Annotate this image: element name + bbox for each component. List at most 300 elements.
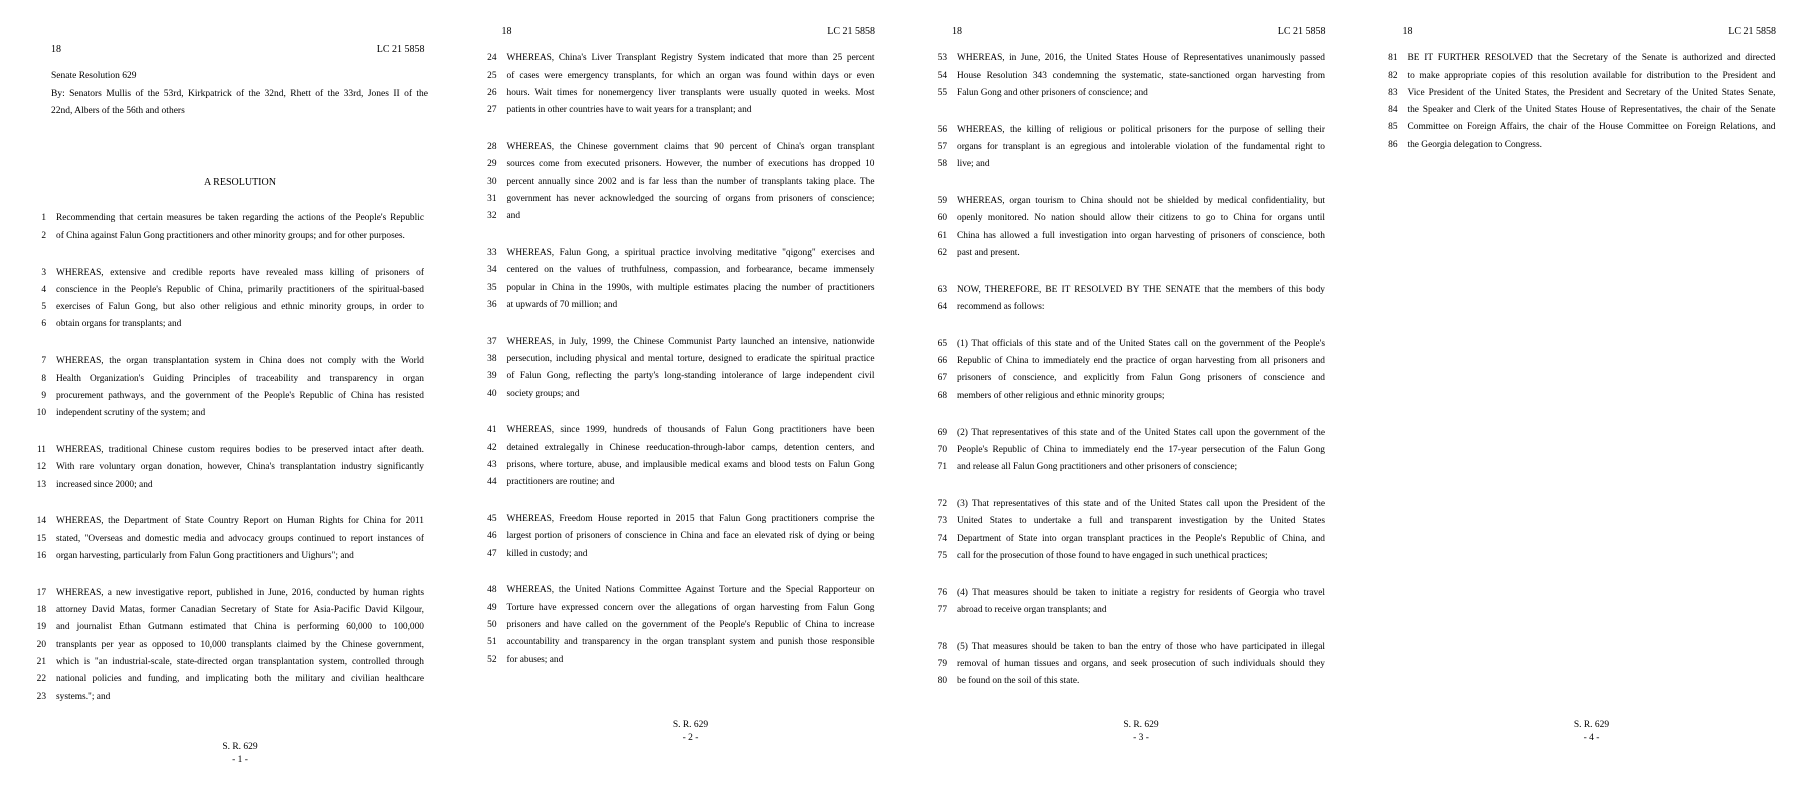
line-number: 44 xyxy=(487,477,497,488)
page-footer xyxy=(957,719,1325,745)
line-text: People's Republic of China to immediately end the 17-year persecution of the Falun Gong xyxy=(957,444,1325,455)
line-text: Health Organization's Guiding Principles of traceability and transparency in organ xyxy=(56,373,424,384)
paragraph xyxy=(901,282,1352,317)
line-number: 48 xyxy=(487,585,497,596)
line-number: 76 xyxy=(937,587,947,598)
line-text: stated, "Overseas and domestic media and advocacy groups continued to report instances of xyxy=(56,533,424,544)
line-number: 19 xyxy=(36,622,46,633)
line-number: 54 xyxy=(937,70,947,81)
paragraph xyxy=(0,585,451,706)
line-text: prisoners of conscience, and explicitly from Falun Gong prisoners of conscience and xyxy=(957,373,1325,384)
page-body xyxy=(1352,50,1802,154)
line-text: sources come from executed prisoners. However, the number of executions has dropped 10 xyxy=(506,159,875,170)
line-text: for abuses; and xyxy=(506,654,564,665)
document-line xyxy=(0,371,451,388)
header-document-number: 18 xyxy=(51,44,61,55)
line-text: WHEREAS, Freedom House reported in 2015 that Falun Gong practitioners comprise the xyxy=(506,514,875,525)
document-line xyxy=(901,122,1352,139)
header-document-number: 18 xyxy=(1402,26,1413,37)
line-text: systems."; and xyxy=(56,691,111,702)
line-text: WHEREAS, extensive and credible reports have revealed mass killing of prisoners of xyxy=(56,267,424,278)
line-number: 69 xyxy=(937,427,947,438)
document-line xyxy=(901,245,1352,262)
document-line xyxy=(1352,85,1802,102)
line-text: WHEREAS, in July, 1999, the Chinese Communist Party launched an intensive, nationwide xyxy=(506,336,875,347)
line-text: killed in custody; and xyxy=(506,548,588,559)
line-number: 25 xyxy=(487,70,497,81)
header-lc-code: LC 21 5858 xyxy=(1728,26,1776,37)
line-text: abroad to receive organ transplants; and xyxy=(957,604,1107,615)
document-line xyxy=(901,299,1352,316)
document-line xyxy=(901,336,1352,353)
footer-page-number: - 3 - xyxy=(1133,733,1149,743)
line-text: procurement pathways, and the government of the People's Republic of China has resisted xyxy=(56,390,424,401)
line-number: 49 xyxy=(487,602,497,613)
line-number: 43 xyxy=(487,459,497,470)
document-line xyxy=(451,582,902,599)
line-text: openly monitored. No nation should allow their citizens to go to China for organs until xyxy=(957,213,1325,224)
line-number: 15 xyxy=(36,533,46,544)
page-footer xyxy=(1408,719,1776,745)
line-number: 67 xyxy=(937,373,947,384)
line-text: to make appropriate copies of this resolution available for distribution to the President and xyxy=(1407,70,1776,81)
document-line xyxy=(0,299,451,316)
line-number: 3 xyxy=(41,267,46,278)
paragraph xyxy=(1352,50,1802,154)
document-line xyxy=(901,388,1352,405)
page-header xyxy=(1403,23,1777,40)
document-line xyxy=(451,457,902,474)
line-text: BE IT FURTHER RESOLVED that the Secretary of the Senate is authorized and directed xyxy=(1407,53,1776,64)
line-number: 37 xyxy=(487,336,497,347)
document-line xyxy=(0,228,451,245)
line-number: 82 xyxy=(1388,70,1398,81)
line-text: obtain organs for transplants; and xyxy=(56,319,182,330)
line-number: 5 xyxy=(41,302,46,313)
line-number: 35 xyxy=(487,282,497,293)
document-line xyxy=(451,174,902,191)
paragraph xyxy=(901,585,1352,620)
document-line xyxy=(0,531,451,548)
line-text: WHEREAS, since 1999, hundreds of thousands of Falun Gong practitioners have been xyxy=(506,425,875,436)
header-document-number: 18 xyxy=(952,26,962,37)
document-line xyxy=(0,513,451,530)
line-text: of China against Falun Gong practitioners and other minority groups; and for other purposes. xyxy=(56,230,405,241)
line-text: prisoners and have called on the government of the People's Republic of China to increase xyxy=(506,620,875,631)
document-line xyxy=(0,442,451,459)
page-body xyxy=(0,210,451,705)
line-text: Vice President of the United States, the President and Secretary of the United States Senate, xyxy=(1407,87,1776,98)
preamble-line: Senate Resolution 629 xyxy=(51,71,137,82)
paragraph xyxy=(901,425,1352,477)
document-line xyxy=(1352,102,1802,119)
line-text: WHEREAS, in June, 2016, the United States House of Representatives unanimously passed xyxy=(957,53,1325,64)
preamble xyxy=(51,68,428,120)
document-line xyxy=(901,370,1352,387)
document-line xyxy=(451,386,902,403)
line-text: prisons, where torture, abuse, and implausible medical exams and blood tests on Falun Gong xyxy=(506,459,875,470)
line-text: WHEREAS, the organ transplantation system in China does not comply with the World xyxy=(56,356,424,367)
line-number: 30 xyxy=(487,176,497,187)
header-lc-code: LC 21 5858 xyxy=(827,26,875,37)
document-line xyxy=(451,351,902,368)
line-text: exercises of Falun Gong, but also other religious and ethnic minority groups, in order to xyxy=(56,302,424,313)
document-line xyxy=(0,353,451,370)
document-line xyxy=(451,280,902,297)
paragraph xyxy=(451,422,902,491)
line-number: 57 xyxy=(937,141,947,152)
resolution-title: A RESOLUTION xyxy=(204,177,276,189)
line-text: (3) That representatives of this state and of the United States call upon the President of the xyxy=(957,498,1325,509)
line-number: 7 xyxy=(41,356,46,367)
page-2 xyxy=(451,0,902,800)
line-text: of Falun Gong, reflecting the party's long-standing intolerance of large independent civil xyxy=(506,371,875,382)
document-line xyxy=(451,546,902,563)
line-number: 47 xyxy=(487,548,497,559)
document-line xyxy=(451,422,902,439)
footer-document-label: S. R. 629 xyxy=(1573,720,1610,730)
page-header xyxy=(502,23,876,40)
line-number: 86 xyxy=(1388,139,1398,150)
line-number: 14 xyxy=(36,516,46,527)
line-text: members of other religious and ethnic minority groups; xyxy=(957,390,1165,401)
line-number: 31 xyxy=(487,193,497,204)
line-text: at upwards of 70 million; and xyxy=(506,299,618,310)
line-text: and xyxy=(506,211,521,222)
paragraph xyxy=(901,50,1352,102)
document-line xyxy=(451,297,902,314)
document-line xyxy=(901,210,1352,227)
line-text: be found on the soil of this state. xyxy=(957,676,1080,687)
document-line xyxy=(901,639,1352,656)
line-number: 70 xyxy=(937,444,947,455)
footer-page-number: - 1 - xyxy=(232,755,248,765)
line-text: organs for transplant is an egregious and intolerable violation of the fundamental right to xyxy=(957,141,1325,152)
line-text: call for the prosecution of those found to have engaged in such unethical practices; xyxy=(957,550,1268,561)
line-number: 85 xyxy=(1388,122,1398,133)
line-text: government has never acknowledged the sourcing of organs from prisoners of conscience; xyxy=(506,193,875,204)
document-line xyxy=(0,619,451,636)
line-number: 81 xyxy=(1388,53,1398,64)
line-number: 60 xyxy=(937,213,947,224)
line-number: 13 xyxy=(36,479,46,490)
line-text: WHEREAS, the killing of religious or political prisoners for the purpose of selling their xyxy=(957,124,1325,135)
line-number: 17 xyxy=(36,587,46,598)
line-number: 11 xyxy=(36,444,46,455)
paragraph xyxy=(0,353,451,422)
header-lc-code: LC 21 5858 xyxy=(376,44,425,55)
document-line xyxy=(451,102,902,119)
line-text: WHEREAS, the Chinese government claims that 90 percent of China's organ transplant xyxy=(506,141,875,152)
document-line xyxy=(451,652,902,669)
document-line xyxy=(0,405,451,422)
line-number: 32 xyxy=(487,211,497,222)
line-number: 58 xyxy=(937,159,947,170)
line-number: 4 xyxy=(41,284,46,295)
document-line xyxy=(901,496,1352,513)
document-line xyxy=(901,85,1352,102)
line-text: (5) That measures should be taken to ban the entry of those who have participated in illegal xyxy=(957,641,1325,652)
paragraph xyxy=(901,122,1352,174)
paragraph xyxy=(451,334,902,403)
line-number: 73 xyxy=(937,516,947,527)
page-body xyxy=(451,50,902,669)
header-document-number: 18 xyxy=(501,26,512,37)
document-line xyxy=(0,459,451,476)
document-line xyxy=(1352,68,1802,85)
line-text: WHEREAS, traditional Chinese custom requires bodies to be preserved intact after death. xyxy=(56,444,424,455)
line-text: With rare voluntary organ donation, however, China's transplantation industry significantly xyxy=(56,462,424,473)
line-number: 65 xyxy=(937,338,947,349)
line-number: 20 xyxy=(36,639,46,650)
line-text: Falun Gong and other prisoners of conscience; and xyxy=(957,87,1148,98)
line-text: and release all Falun Gong practitioners and other prisoners of conscience; xyxy=(957,462,1238,473)
line-number: 18 xyxy=(36,605,46,616)
line-text: WHEREAS, organ tourism to China should not be shielded by medical confidentiality, but xyxy=(957,196,1325,207)
line-number: 40 xyxy=(487,388,497,399)
line-text: China has allowed a full investigation into organ harvesting of prisoners of conscience, both xyxy=(957,230,1325,241)
line-text: NOW, THEREFORE, BE IT RESOLVED BY THE SENATE that the members of this body xyxy=(957,284,1325,295)
line-number: 6 xyxy=(41,319,46,330)
document-line xyxy=(451,474,902,491)
page-3 xyxy=(901,0,1352,800)
document-line xyxy=(901,656,1352,673)
line-number: 62 xyxy=(937,247,947,258)
line-text: accountability and transparency in the organ transplant system and punish those responsible xyxy=(506,637,875,648)
line-number: 66 xyxy=(937,356,947,367)
line-text: and journalist Ethan Gutmann estimated that China is performing 60,000 to 100,000 xyxy=(56,622,424,633)
line-text: House Resolution 343 condemning the systematic, state-sanctioned organ harvesting from xyxy=(957,70,1325,81)
page-1 xyxy=(0,0,451,800)
line-text: independent scrutiny of the system; and xyxy=(56,408,206,419)
document-line xyxy=(901,442,1352,459)
page-header xyxy=(51,41,425,58)
line-text: WHEREAS, Falun Gong, a spiritual practice involving meditative "qigong" exercises and xyxy=(506,247,875,258)
line-number: 39 xyxy=(487,371,497,382)
line-number: 59 xyxy=(937,196,947,207)
document-line xyxy=(901,282,1352,299)
line-number: 79 xyxy=(937,659,947,670)
document-line xyxy=(0,210,451,227)
line-text: of cases were emergency transplants, for which an organ was found within days or even xyxy=(506,70,875,81)
line-text: centered on the values of truthfulness, compassion, and forbearance, became immensely xyxy=(506,265,875,276)
line-number: 45 xyxy=(487,514,497,525)
document-line xyxy=(1352,137,1802,154)
line-number: 72 xyxy=(937,498,947,509)
paragraph xyxy=(451,582,902,668)
paragraph xyxy=(451,245,902,314)
line-number: 29 xyxy=(487,159,497,170)
line-number: 74 xyxy=(937,533,947,544)
line-text: practitioners are routine; and xyxy=(506,477,615,488)
document-line xyxy=(0,637,451,654)
document-line xyxy=(901,139,1352,156)
line-text: WHEREAS, China's Liver Transplant Registry System indicated that more than 25 percent xyxy=(506,53,875,64)
document-line xyxy=(0,316,451,333)
line-text: Committee on Foreign Affairs, the chair of the House Committee on Foreign Relations, and xyxy=(1407,122,1776,133)
line-number: 42 xyxy=(487,442,497,453)
line-number: 33 xyxy=(487,247,497,258)
line-number: 68 xyxy=(937,390,947,401)
paragraph xyxy=(0,513,451,565)
line-number: 8 xyxy=(41,373,46,384)
line-number: 84 xyxy=(1388,105,1398,116)
paragraph xyxy=(901,639,1352,691)
line-number: 22 xyxy=(36,674,46,685)
line-text: Recommending that certain measures be taken regarding the actions of the People's Republic xyxy=(56,213,424,224)
document-line xyxy=(451,191,902,208)
line-number: 78 xyxy=(937,641,947,652)
document-line xyxy=(901,548,1352,565)
paragraph xyxy=(901,193,1352,262)
footer-document-label: S. R. 629 xyxy=(672,720,709,730)
document-line xyxy=(901,228,1352,245)
line-text: Department of State into organ transplant practices in the People's Republic of China, and xyxy=(957,533,1325,544)
page-body xyxy=(901,50,1352,690)
paragraph xyxy=(901,336,1352,405)
line-number: 71 xyxy=(937,462,947,473)
document-line xyxy=(0,477,451,494)
footer-document-label: S. R. 629 xyxy=(1123,720,1159,730)
line-number: 26 xyxy=(487,87,497,98)
line-number: 27 xyxy=(487,105,497,116)
line-text: WHEREAS, a new investigative report, published in June, 2016, conducted by human rights xyxy=(56,587,424,598)
line-text: WHEREAS, the Department of State Country Report on Human Rights for China for 2011 xyxy=(56,516,424,527)
paragraph xyxy=(0,210,451,245)
document-line xyxy=(0,282,451,299)
line-number: 10 xyxy=(36,408,46,419)
paragraph xyxy=(0,265,451,334)
line-number: 77 xyxy=(937,604,947,615)
document-line xyxy=(901,602,1352,619)
header-lc-code: LC 21 5858 xyxy=(1277,26,1326,37)
line-text: society groups; and xyxy=(506,388,580,399)
line-text: (4) That measures should be taken to initiate a registry for residents of Georgia who travel xyxy=(957,587,1325,598)
line-text: percent annually since 2002 and is far less than the number of transplants taking place. The xyxy=(506,176,875,187)
document-line xyxy=(451,245,902,262)
line-number: 50 xyxy=(487,620,497,631)
line-text: Republic of China to immediately end the practice of organ harvesting from all prisoners and xyxy=(957,356,1325,367)
line-text: which is "an industrial-scale, state-directed organ transplantation system, controlled through xyxy=(56,656,424,667)
document-line xyxy=(451,528,902,545)
document-line xyxy=(901,673,1352,690)
document-line xyxy=(0,548,451,565)
line-text: increased since 2000; and xyxy=(56,479,153,490)
line-number: 64 xyxy=(937,302,947,313)
line-number: 36 xyxy=(487,299,497,310)
line-text: largest portion of prisoners of conscience in China and face an elevated risk of dying or being xyxy=(506,531,875,542)
page-footer xyxy=(56,741,424,767)
document-line xyxy=(451,68,902,85)
line-text: hours. Wait times for nonemergency liver transplants were usually quoted in weeks. Most xyxy=(506,87,875,98)
document-line xyxy=(1352,50,1802,67)
line-text: the Speaker and Clerk of the United States House of Representatives, the chair of the Senate xyxy=(1407,105,1776,116)
document-line xyxy=(451,440,902,457)
line-number: 51 xyxy=(487,637,497,648)
line-number: 75 xyxy=(937,550,947,561)
document-line xyxy=(901,193,1352,210)
document-line xyxy=(0,689,451,706)
line-text: Torture have expressed concern over the allegations of organ harvesting from Falun Gong xyxy=(506,602,875,613)
document-line xyxy=(451,511,902,528)
line-text: (2) That representatives of this state and of the United States call upon the government of the xyxy=(957,427,1325,438)
document-line xyxy=(451,368,902,385)
document-line xyxy=(451,600,902,617)
document-line xyxy=(901,459,1352,476)
document-line xyxy=(1352,119,1802,136)
preamble-line: By: Senators Mullis of the 53rd, Kirkpatrick of the 32nd, Rhett of the 33rd, Jones II of the xyxy=(51,88,428,99)
document-line xyxy=(0,585,451,602)
line-text: the Georgia delegation to Congress. xyxy=(1407,139,1542,150)
footer-page-number: - 4 - xyxy=(1583,733,1600,743)
document-line xyxy=(0,654,451,671)
document-line xyxy=(0,265,451,282)
line-number: 46 xyxy=(487,531,497,542)
line-text: patients in other countries have to wait years for a transplant; and xyxy=(506,105,752,116)
document-line xyxy=(901,353,1352,370)
line-number: 38 xyxy=(487,353,497,364)
document-line xyxy=(901,531,1352,548)
preamble-line: 22nd, Albers of the 56th and others xyxy=(51,105,185,116)
line-number: 28 xyxy=(487,141,497,152)
document-line xyxy=(901,156,1352,173)
line-number: 16 xyxy=(36,550,46,561)
line-text: attorney David Matas, former Canadian Secretary of State for Asia-Pacific David Kilgour, xyxy=(56,605,424,616)
line-number: 21 xyxy=(36,656,46,667)
line-text: WHEREAS, the United Nations Committee Against Torture and the Special Rapporteur on xyxy=(506,585,875,596)
document-line xyxy=(901,50,1352,67)
page-header xyxy=(952,23,1326,40)
line-text: live; and xyxy=(957,159,990,170)
line-text: persecution, including physical and mental torture, designed to eradicate the spiritual practice xyxy=(506,353,875,364)
line-text: popular in China in the 1990s, with multiple estimates placing the number of practitioners xyxy=(506,282,875,293)
document-line xyxy=(451,156,902,173)
line-text: (1) That officials of this state and of the United States call on the government of the People's xyxy=(957,338,1325,349)
line-text: conscience in the People's Republic of China, primarily practitioners of the spiritual-based xyxy=(56,284,424,295)
document-line xyxy=(901,585,1352,602)
line-text: United States to undertake a full and transparent investigation by the United States xyxy=(957,516,1325,527)
line-number: 80 xyxy=(937,676,947,687)
page-footer xyxy=(507,719,875,745)
document-line xyxy=(901,513,1352,530)
footer-page-number: - 2 - xyxy=(682,733,699,743)
document-line xyxy=(451,634,902,651)
document-line xyxy=(451,139,902,156)
line-number: 12 xyxy=(36,462,46,473)
document-line xyxy=(451,50,902,67)
paragraph xyxy=(0,442,451,494)
line-number: 52 xyxy=(487,654,497,665)
document-line xyxy=(451,208,902,225)
document-line xyxy=(0,671,451,688)
document-line xyxy=(0,388,451,405)
line-text: transplants per year as opposed to 10,000 transplants claimed by the Chinese government, xyxy=(56,639,424,650)
line-text: organ harvesting, particularly from Falun Gong practitioners and Uighurs"; and xyxy=(56,550,354,561)
line-text: past and present. xyxy=(957,247,1020,258)
document-line xyxy=(0,602,451,619)
document-line xyxy=(451,262,902,279)
line-text: recommend as follows: xyxy=(957,302,1045,313)
line-number: 63 xyxy=(937,284,947,295)
line-number: 83 xyxy=(1388,87,1398,98)
document-line xyxy=(451,85,902,102)
line-number: 24 xyxy=(487,53,497,64)
document-line xyxy=(451,334,902,351)
document-line xyxy=(901,425,1352,442)
document-line xyxy=(901,68,1352,85)
line-text: national policies and funding, and implicating both the military and civilian healthcare xyxy=(56,674,424,685)
line-number: 56 xyxy=(937,124,947,135)
